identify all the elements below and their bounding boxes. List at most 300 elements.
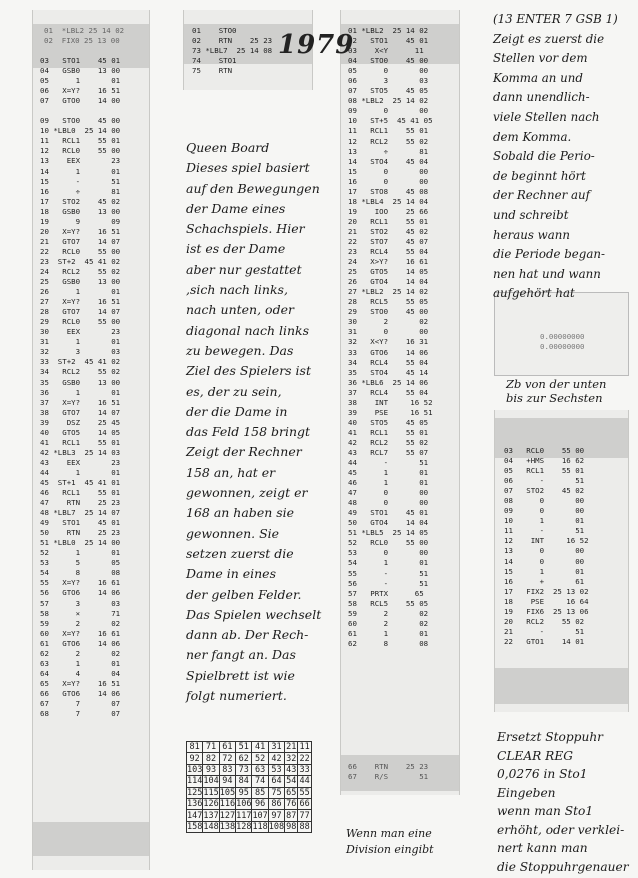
zero-readout-line	[540, 336, 585, 346]
board-cell: 32	[286, 753, 297, 764]
program-line: 28 RCL5 55 05	[348, 297, 429, 307]
program-line: 01 STO0	[192, 26, 237, 35]
board-row	[187, 742, 312, 753]
note-line: es, der zu sein,	[186, 383, 282, 399]
program-line: 07 STO2 45 02	[504, 486, 585, 496]
note-line: erhöht, oder verklei-	[497, 822, 625, 837]
year-label: 1979	[278, 30, 355, 60]
program-line: 01 *LBL2 25 14 02	[348, 26, 429, 35]
program-line: 21 - 51	[504, 626, 585, 636]
program-line: 26 1 01	[40, 287, 121, 297]
program-line: 45 1 01	[348, 468, 429, 478]
note-line: Queen Board	[186, 140, 270, 155]
program-line: 13 0 00	[504, 546, 585, 556]
board-cell: 88	[299, 821, 310, 832]
program-line: 19 9 09	[40, 216, 121, 226]
program-line: 55 - 51	[348, 568, 429, 578]
program-line: 16 + 61	[504, 576, 585, 586]
note-line: und schreibt	[493, 207, 569, 222]
program-line: 44 - 51	[348, 458, 429, 468]
note-line: Ziel des Spielers ist	[186, 363, 311, 379]
board-cell: 53	[268, 764, 284, 775]
program-line: 13 ÷ 81	[348, 146, 429, 156]
program-line: 43 EEX 23	[40, 457, 121, 467]
board-cell: 108	[268, 821, 285, 832]
program-line: 06 - 51	[504, 476, 585, 486]
board-cell: 71	[203, 742, 219, 753]
board-cell: 52	[252, 753, 268, 764]
program-line: 73 *LBL7 25 14 08	[192, 46, 273, 56]
board-row	[187, 776, 312, 787]
program-line: 47 RTN 25 23	[40, 498, 121, 508]
note-line: folgt numeriert.	[186, 688, 287, 704]
program-line: 53 5 05	[40, 558, 121, 568]
program-line: 57 PRTX 65	[348, 588, 424, 598]
program-line: 03 RCL0 55 00	[504, 446, 585, 455]
board-cell: 115	[203, 787, 219, 798]
program-line: 43 RCL7 55 07	[348, 447, 429, 457]
program-line: 18 PSE 16 64	[504, 596, 589, 606]
period-note	[493, 10, 618, 304]
program-line: 62 8 08	[348, 638, 429, 648]
note-line: Zeigt der Rechner	[186, 444, 302, 460]
program-d-listing	[504, 446, 589, 647]
program-line: 66 GTO6 14 06	[40, 688, 121, 698]
note-line: 158 an, hat er	[186, 464, 276, 480]
program-line: 10 ST+5 45 41 05	[348, 116, 433, 126]
program-line: 45 ST+1 45 41 01	[40, 477, 121, 487]
board-cell: 105	[219, 787, 236, 798]
board-cell: 96	[252, 798, 268, 809]
program-line: 24 RCL2 55 02	[40, 266, 121, 276]
program-line: 28 GTO7 14 07	[40, 307, 121, 317]
program-line: 17 STO8 45 08	[348, 186, 429, 196]
note-line: Das Spielen wechselt	[186, 606, 322, 622]
program-line: 51 *LBL5 25 14 05	[348, 528, 429, 538]
board-cell: 66	[299, 799, 310, 810]
program-line: 58 × 71	[40, 608, 121, 618]
program-line: 13 EEX 23	[40, 156, 121, 166]
program-line: 34 RCL4 55 04	[348, 357, 429, 367]
program-line: 61 GTO6 14 06	[40, 638, 121, 648]
program-line: 27 *LBL2 25 14 02	[348, 287, 429, 297]
program-line: 15 1 01	[504, 566, 585, 576]
program-line: 41 RCL1 55 01	[40, 437, 121, 447]
program-line: 03 STO1 45 01	[40, 56, 121, 65]
program-line: 36 *LBL6 25 14 06	[348, 377, 429, 387]
board-cell: 87	[286, 810, 297, 821]
program-line: 66 RTN 25 23	[348, 762, 429, 771]
program-line: 19 FIX6 25 13 06	[504, 606, 589, 616]
note-line: 168 an haben sie	[186, 505, 295, 521]
program-line: 54 1 01	[348, 558, 429, 568]
note-line: Zeigt es zuerst die	[493, 31, 605, 46]
board-cell: 158	[187, 821, 203, 832]
board-cell: 114	[187, 776, 203, 787]
board-cell: 148	[203, 821, 219, 832]
program-line: 42 RCL2 55 02	[348, 437, 429, 447]
note-line: dann unendlich-	[493, 90, 590, 105]
program-line: 09 0 00	[504, 506, 585, 516]
program-line: 37 X=Y? 16 51	[40, 397, 121, 407]
note-line: Sobald die Perio-	[493, 149, 595, 164]
program-b-header	[192, 26, 272, 76]
program-line: 67 7 07	[40, 699, 121, 708]
note-line: nach unten, oder	[186, 302, 294, 318]
program-line: 08 *LBL2 25 14 02	[348, 96, 429, 106]
board-cell: 41	[252, 742, 268, 753]
board-cell: 51	[236, 742, 252, 753]
board-cell: 103	[187, 764, 203, 775]
program-line: 56 - 51	[348, 578, 429, 588]
program-line: 05 1 01	[40, 76, 121, 86]
program-line: 27 X=Y? 16 51	[40, 297, 121, 307]
program-c-tail	[348, 762, 428, 782]
board-cell: 84	[236, 776, 252, 787]
note-line: der gelben Felder.	[186, 586, 302, 602]
program-line: 05 0 00	[348, 66, 429, 76]
program-line: 15 - 51	[40, 176, 121, 186]
range-note	[506, 377, 606, 405]
note-line: gewonnen, zeigt er	[186, 485, 308, 501]
program-line: 26 GTO4 14 04	[348, 277, 429, 287]
program-line: 25 GTO5 14 05	[348, 267, 429, 277]
board-cell: 75	[268, 787, 284, 798]
program-line: 48 *LBL7 25 14 07	[40, 508, 121, 518]
program-line: 60 2 02	[348, 618, 429, 628]
program-line: 58 RCL5 55 05	[348, 598, 429, 608]
program-line: 47 0 00	[348, 488, 429, 498]
board-cell: 126	[203, 799, 219, 810]
program-line: 57 3 03	[40, 598, 121, 608]
program-line: 20 RCL1 55 01	[348, 216, 429, 226]
program-line: 15 0 00	[348, 166, 429, 176]
board-cell: 73	[236, 764, 252, 775]
board-cell: 62	[236, 753, 252, 764]
program-line: 11 RCL1 55 01	[348, 126, 429, 136]
program-line: 32 X<Y? 16 31	[348, 337, 429, 347]
program-line: 18 GSB0 13 00	[40, 206, 121, 216]
program-line: 36 1 01	[40, 387, 121, 397]
zero-readout-line: 0.00000000	[540, 332, 585, 341]
note-line: die Periode began-	[493, 247, 605, 262]
board-cell: 136	[187, 799, 203, 810]
note-line: ,sich nach links,	[186, 282, 288, 298]
board-cell: 21	[286, 742, 297, 753]
note-line: dem Komma.	[493, 129, 572, 144]
program-line: 01 *LBL2 25 14 02	[44, 26, 125, 35]
program-line: 11 RCL1 55 01	[40, 136, 121, 146]
program-line: 14 STO4 45 04	[348, 156, 429, 166]
program-line: 02 RTN 25 23	[192, 36, 273, 46]
note-line: CLEAR REG	[497, 748, 573, 763]
program-line: 50 RTN 25 23	[40, 528, 121, 538]
zeros-readout	[540, 326, 585, 346]
program-a-top	[44, 26, 124, 46]
note-line: Komma an und	[493, 70, 583, 85]
program-line: 09 STO0 45 00	[40, 116, 121, 126]
program-line: 20 RCL2 55 02	[504, 616, 585, 626]
board-cell: 98	[286, 821, 297, 832]
note-line: zu bewegen. Das	[186, 342, 294, 358]
program-line: 20 X=Y? 16 51	[40, 226, 121, 236]
program-line: 07 STO5 45 05	[348, 86, 429, 96]
program-line: 16 0 00	[348, 176, 429, 186]
note-line: die Stoppuhrgenauer	[497, 859, 629, 874]
program-line: 23 RCL4 55 04	[348, 247, 429, 257]
note-line: wenn man Sto1	[497, 804, 594, 818]
board-cell: 147	[187, 810, 203, 821]
note-line: viele Stellen nach	[493, 109, 600, 124]
note-line: auf den Bewegungen	[186, 180, 320, 196]
program-line: 48 0 00	[348, 498, 429, 508]
board-cell: 93	[203, 764, 219, 775]
program-line: 37 RCL4 55 04	[348, 387, 429, 397]
program-line: 16 ÷ 81	[40, 186, 121, 196]
board-cell: 86	[268, 798, 284, 809]
board-cell: 63	[252, 764, 268, 775]
program-line: 52 RCL0 55 00	[348, 538, 429, 548]
board-cell: 97	[268, 810, 284, 821]
program-line: 12 INT 16 52	[504, 536, 589, 546]
board-cell: 76	[286, 799, 297, 810]
board-cell: 106	[236, 799, 252, 810]
program-line: 10 1 01	[504, 516, 585, 526]
program-line: 22 RCL0 55 00	[40, 246, 121, 256]
program-line: 09 0 00	[348, 106, 429, 116]
program-line: 17 FIX2 25 13 02	[504, 586, 589, 596]
board-cell: 43	[286, 764, 297, 775]
program-line: 53 0 00	[348, 548, 429, 558]
program-line: 64 4 04	[40, 668, 121, 678]
program-line: 30 2 02	[348, 317, 429, 327]
board-row	[187, 764, 312, 775]
program-line: 40 GTO5 14 05	[40, 427, 121, 437]
program-line: 22 GTO1 14 01	[504, 636, 585, 646]
program-line: 04 GSB0 13 00	[40, 66, 121, 76]
note-line: nert kann man	[497, 841, 588, 855]
board-cell: 128	[236, 821, 252, 832]
program-line: 14 0 00	[504, 556, 585, 566]
note-line: Division eingibt	[346, 843, 434, 856]
program-line: 62 2 02	[40, 648, 121, 658]
program-line: 07 GTO0 14 00	[40, 96, 121, 106]
program-line: 56 GTO6 14 06	[40, 588, 121, 598]
program-line: 12 RCL0 55 00	[40, 146, 121, 156]
program-line	[40, 106, 120, 116]
board-cell: 81	[187, 742, 203, 753]
program-line: 39 PSE 16 51	[348, 407, 433, 417]
board-cell: 64	[268, 776, 284, 787]
note-line: setzen zuerst die	[186, 545, 294, 561]
program-line: 30 EEX 23	[40, 327, 121, 337]
board-cell: 44	[299, 776, 310, 787]
program-line: 14 1 01	[40, 166, 121, 176]
board-cell: 117	[236, 810, 252, 821]
program-line: 08 0 00	[504, 496, 585, 506]
board-cell: 95	[236, 787, 252, 798]
program-line: 24 X>Y? 16 61	[348, 257, 429, 267]
program-line: 02 STO1 45 01	[348, 36, 429, 46]
board-cell: 138	[219, 821, 236, 832]
program-line: 68 7 07	[40, 709, 121, 719]
program-line: 33 GTO6 14 06	[348, 347, 429, 357]
board-cell: 137	[203, 810, 219, 821]
program-line: 25 GSB0 13 00	[40, 277, 121, 287]
program-line: 21 GTO7 14 07	[40, 236, 121, 246]
program-line: 11 - 51	[504, 526, 585, 536]
program-line: 04 +HMS 16 62	[504, 456, 585, 466]
division-note	[346, 826, 434, 858]
program-line: 52 1 01	[40, 548, 121, 558]
note-line: aufgehört hat	[493, 286, 575, 301]
note-line: nen hat und wann	[493, 266, 601, 281]
program-line: 46 1 01	[348, 478, 429, 488]
program-line: 54 8 08	[40, 568, 121, 578]
program-c-listing	[348, 26, 433, 649]
note-line: der Rechner auf	[493, 188, 590, 203]
board-cell: 31	[268, 742, 284, 753]
board-cell: 125	[187, 787, 203, 798]
program-a-listing	[40, 56, 120, 719]
board-cell: 11	[299, 742, 310, 753]
board-row	[187, 810, 312, 821]
note-line: Schachspiels. Hier	[186, 221, 305, 237]
program-line: 67 R/S 51	[348, 772, 429, 782]
program-line: 55 X=Y? 16 61	[40, 578, 121, 588]
board-cell: 65	[286, 787, 297, 798]
board-row	[187, 753, 312, 764]
board-cell: 118	[252, 821, 268, 832]
program-line: 06 X=Y? 16 51	[40, 86, 121, 96]
program-line: 75 RTN	[192, 66, 233, 76]
note-line: Spielbrett ist wie	[186, 667, 295, 683]
program-line: 21 STO2 45 02	[348, 226, 429, 236]
board-cell: 54	[286, 776, 297, 787]
board-cell: 77	[299, 810, 310, 821]
program-line: 35 STO4 45 14	[348, 367, 429, 377]
note-line: Zb von der unten	[506, 377, 607, 391]
board-cell: 33	[299, 764, 310, 775]
board-cell: 72	[219, 753, 235, 764]
note-line: bis zur Sechsten	[506, 391, 603, 405]
note-line: diagonal nach links	[186, 322, 310, 338]
note-line: Stellen vor dem	[493, 51, 588, 66]
program-line: 10 *LBL0 25 14 00	[40, 126, 121, 136]
board-row	[187, 798, 312, 809]
board-cell: 74	[252, 776, 268, 787]
program-line: 18 *LBL4 25 14 04	[348, 196, 429, 206]
program-line: 29 RCL0 55 00	[40, 317, 121, 327]
program-line: 02 FIX0 25 13 00	[44, 36, 120, 46]
program-line: 42 *LBL3 25 14 03	[40, 447, 121, 457]
board-cell: 116	[219, 799, 236, 810]
note-line: der Dame eines	[186, 200, 286, 216]
program-line: 59 2 02	[40, 618, 121, 628]
program-line: 22 STO7 45 07	[348, 236, 429, 246]
program-line: 31 0 00	[348, 327, 429, 337]
board-cell: 42	[268, 753, 284, 764]
note-line: Wenn man eine	[346, 827, 432, 840]
board-cell: 127	[219, 810, 236, 821]
program-line: 23 ST+2 45 41 02	[40, 256, 121, 266]
program-line: 34 RCL2 55 02	[40, 367, 121, 377]
board-cell: 94	[219, 776, 235, 787]
note-line: gewonnen. Sie	[186, 525, 280, 541]
program-line: 39 DSZ 25 45	[40, 417, 121, 427]
note-line: Eingeben	[497, 785, 556, 800]
board-cell: 55	[299, 787, 310, 798]
note-line: Dame in eines	[186, 566, 276, 582]
program-line: 04 STO0 45 00	[348, 56, 429, 66]
program-line: 29 STO0 45 00	[348, 307, 429, 317]
note-line: 0,0276 in Sto1	[497, 767, 588, 781]
board-row	[187, 787, 312, 798]
board-cell: 61	[219, 742, 235, 753]
program-line: 59 2 02	[348, 608, 429, 618]
program-line: 41 RCL1 55 01	[348, 427, 429, 437]
program-line: 49 STO1 45 01	[348, 508, 429, 518]
program-line: 32 3 03	[40, 347, 121, 357]
stopwatch-note	[497, 728, 629, 876]
program-line: 38 GTO7 14 07	[40, 407, 121, 417]
program-line: 38 INT 16 52	[348, 397, 433, 407]
board-cell: 104	[203, 776, 219, 787]
board-cell: 82	[203, 753, 219, 764]
note-line: aber nur gestattet	[186, 261, 302, 277]
program-line: 31 1 01	[40, 337, 121, 347]
program-line: 06 3 03	[348, 76, 429, 86]
queen-board-grid	[186, 741, 312, 833]
program-line: 44 1 01	[40, 467, 121, 477]
program-line: 51 *LBL0 25 14 00	[40, 538, 121, 548]
note-line: das Feld 158 bringt	[186, 424, 311, 440]
board-row	[187, 821, 312, 832]
program-line: 19 IOO 25 66	[348, 206, 429, 216]
board-cell: 83	[219, 764, 235, 775]
note-line: de beginnt hört	[493, 168, 586, 183]
note-line: Dieses spiel basiert	[186, 160, 310, 176]
program-line: 33 ST+2 45 41 02	[40, 357, 121, 367]
board-cell: 92	[187, 753, 203, 764]
program-line: 12 RCL2 55 02	[348, 136, 429, 146]
program-line: 03 X<Y 11	[348, 46, 424, 56]
board-cell: 85	[252, 787, 268, 798]
note-line: dann ab. Der Rech-	[186, 627, 309, 643]
queen-board-note	[186, 138, 321, 706]
program-line: 61 1 01	[348, 628, 429, 638]
program-line: 60 X=Y? 16 61	[40, 628, 121, 638]
program-line: 63 1 01	[40, 658, 121, 668]
note-line: heraus wann	[493, 227, 570, 242]
note-line: ner fangt an. Das	[186, 647, 296, 663]
program-line: 05 RCL1 55 01	[504, 466, 585, 476]
program-line: 74 STO1	[192, 56, 237, 66]
note-line: Ersetzt Stoppuhr	[497, 730, 603, 744]
program-line: 40 STO5 45 05	[348, 417, 429, 427]
note-line: ist es der Dame	[186, 241, 286, 257]
note-line: (13 ENTER 7 GSB 1)	[493, 12, 618, 26]
program-line: 35 GSB0 13 00	[40, 377, 121, 387]
program-line: 50 GTO4 14 04	[348, 518, 429, 528]
program-line: 49 STO1 45 01	[40, 518, 121, 528]
program-line: 65 X=Y? 16 51	[40, 678, 121, 688]
board-cell: 107	[252, 810, 268, 821]
note-line: der die Dame in	[186, 403, 288, 419]
program-line: 17 STO2 45 02	[40, 196, 121, 206]
board-cell: 22	[299, 753, 310, 764]
program-line: 46 RCL1 55 01	[40, 488, 121, 498]
